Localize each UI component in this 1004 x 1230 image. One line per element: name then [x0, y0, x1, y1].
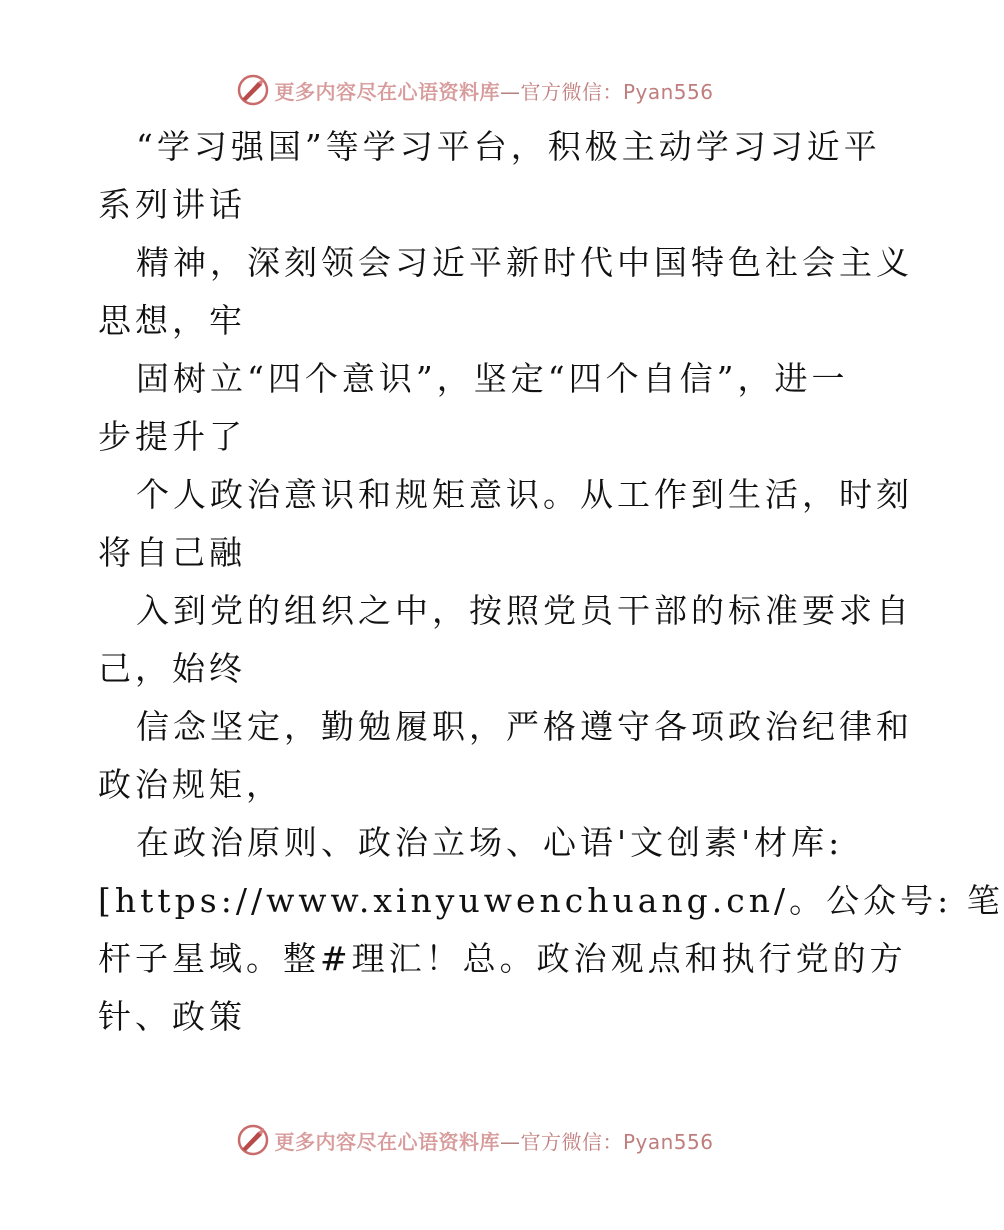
body-line: 己，始终	[98, 649, 246, 688]
footer-brand: 更多内容尽在心语资料库	[274, 1129, 500, 1154]
body-line: 将自己融	[98, 533, 246, 572]
quill-pen-logo-icon	[236, 1123, 270, 1157]
header-banner-text	[274, 76, 713, 105]
header-wechat: 官方微信：Pyan556	[520, 79, 714, 104]
body-line: 固树立“四个意识”，坚定“四个自信”，进一	[136, 359, 849, 398]
body-line: 入到党的组织之中，按照党员干部的标准要求自	[136, 591, 913, 630]
body-line: 在政治原则、政治立场、心语'文创素'材库:	[136, 823, 844, 862]
footer-separator: —	[499, 1129, 521, 1154]
body-line: 思想，牢	[98, 301, 246, 340]
body-line: 杆子星域。整#理汇！总。政治观点和执行党的方	[98, 939, 907, 978]
body-line: “学习强国”等学习平台，积极主动学习习近平	[136, 127, 881, 166]
body-line: 政治规矩，	[98, 765, 283, 804]
body-line: 步提升了	[98, 417, 246, 456]
document-body	[98, 118, 1004, 1046]
footer-banner-text	[274, 1126, 713, 1155]
quill-pen-logo-icon	[236, 73, 270, 107]
header-banner	[0, 70, 950, 110]
header-brand: 更多内容尽在心语资料库	[274, 79, 500, 104]
body-line: 精神，深刻领会习近平新时代中国特色社会主义	[136, 243, 913, 282]
body-line: 信念坚定，勤勉履职，严格遵守各项政治纪律和	[136, 707, 913, 746]
footer-wechat: 官方微信：Pyan556	[520, 1129, 714, 1154]
body-line: 系列讲话	[98, 185, 246, 224]
body-line: [https://www.xinyuwenchuang.cn/。公众号: 笔	[98, 881, 1004, 920]
body-line: 个人政治意识和规矩意识。从工作到生活，时刻	[136, 475, 913, 514]
header-separator: —	[499, 79, 521, 104]
body-line: 针、政策	[98, 997, 246, 1036]
footer-banner	[0, 1120, 950, 1160]
